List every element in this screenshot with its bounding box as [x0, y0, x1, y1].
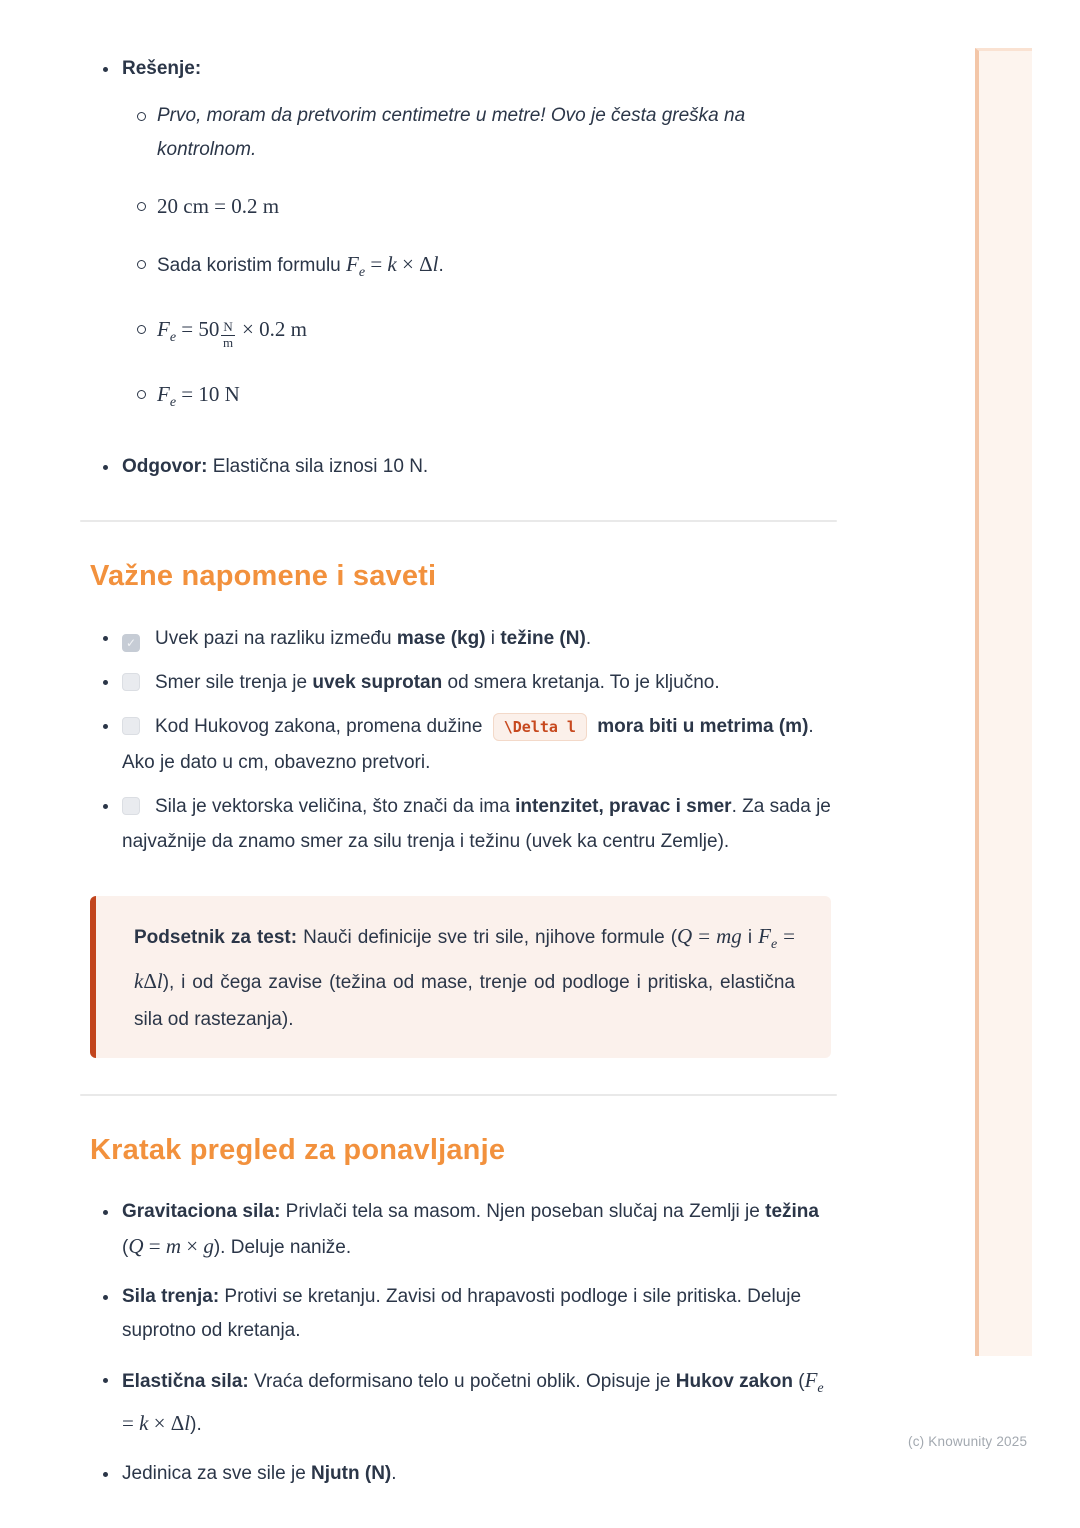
text-segment: uvek suprotan [312, 672, 443, 693]
text-segment: mora biti u metrima (m) [597, 716, 809, 737]
bullet-marker [90, 1280, 122, 1348]
bullet-marker [90, 1457, 122, 1491]
text-segment: k [139, 1411, 149, 1435]
text-segment: Njutn (N) [311, 1463, 392, 1484]
circle-marker [137, 312, 157, 355]
text-segment: = [143, 1234, 166, 1258]
text-segment: × Δ [396, 252, 433, 276]
solution-step-text [157, 189, 831, 225]
answer-text [122, 450, 831, 484]
bullet-dot-icon [103, 680, 108, 685]
text-segment: ), i od čega zavise (težina od mase, trenje od podloge i pritiska, elastična sila od rastezanja). [134, 972, 795, 1030]
bullet-dot-icon [103, 724, 108, 729]
text-segment: F [346, 252, 359, 276]
checklist-item-label [122, 796, 831, 852]
section-divider [80, 520, 837, 522]
text-segment: . [585, 628, 592, 649]
bullet-marker [90, 665, 122, 700]
text-segment: i [741, 927, 759, 948]
text-segment: Sada koristim formulu [157, 255, 347, 276]
review-item-text [122, 1280, 831, 1348]
bullet-dot-icon [103, 636, 108, 641]
solution-label: Rešenje: [122, 58, 202, 79]
text-segment: mase (kg) [396, 628, 486, 649]
circle-bullet-icon [137, 202, 146, 211]
text-segment: Gravitaciona sila: [122, 1201, 281, 1222]
solution-step-text [157, 99, 831, 167]
solution-heading-row [90, 52, 831, 86]
text-segment: Kod Hukovog zakona, promena dužine [155, 716, 488, 737]
solution-step [137, 99, 831, 167]
bullet-dot-icon [103, 1210, 108, 1215]
text-segment: i [485, 628, 501, 649]
review-item-text [122, 1363, 831, 1442]
review-item-text [122, 1195, 831, 1265]
checklist-item-label [122, 716, 814, 773]
text-segment: k [134, 969, 144, 993]
inline-code: \Delta l [493, 713, 587, 741]
circle-bullet-icon [137, 325, 146, 334]
text-segment: l [432, 252, 439, 276]
bullet-dot-icon [103, 1295, 108, 1300]
text-segment: . [438, 255, 444, 276]
circle-marker [137, 99, 157, 167]
review-section-heading: Kratak pregled za ponavljanje [90, 1134, 506, 1166]
text-segment: . [391, 1463, 397, 1484]
bullet-dot-icon [103, 465, 108, 470]
text-segment: Prvo, moram da pretvorim centimetre u metre! Ovo je česta greška na kontrolnom. [157, 105, 746, 160]
text-segment: = [777, 924, 796, 948]
text-segment: težine (N) [500, 628, 586, 649]
callout-text [134, 918, 795, 1038]
text-segment: Sila je vektorska veličina, što znači da ima [155, 796, 516, 817]
next-page-edge-stripe [975, 48, 1032, 1356]
text-segment: od smera kretanja. To je ključno. [442, 672, 720, 693]
bullet-dot-icon [103, 804, 108, 809]
text-segment: F [157, 382, 170, 406]
text-segment: = 10 N [176, 382, 240, 406]
checklist-item-label [155, 672, 720, 693]
checkbox-unchecked-icon [122, 673, 140, 691]
text-segment: Vraća deformisano telo u početni oblik. Opisuje je [248, 1371, 676, 1392]
answer-row [90, 450, 831, 484]
text-segment: Nauči definicije sve tri sile, njihove formule ( [297, 927, 678, 948]
bullet-marker [90, 709, 122, 780]
review-item-text [122, 1457, 831, 1491]
circle-marker [137, 189, 157, 225]
solution-step-text [157, 247, 831, 290]
text-segment: k [387, 252, 397, 276]
text-segment: e [770, 937, 778, 952]
text-segment: Hukov zakon [675, 1371, 793, 1392]
bullet-marker [90, 621, 122, 656]
checkbox-checked-icon [122, 634, 140, 652]
solution-steps [90, 99, 831, 420]
checkbox-unchecked-icon [122, 717, 140, 735]
text-segment: Privlači tela sa masom. Njen poseban slučaj na Zemlji je [280, 1201, 766, 1222]
text-segment: 20 cm = 0.2 m [157, 194, 280, 218]
text-segment: × Δ [148, 1411, 185, 1435]
bullet-dot-icon [103, 67, 108, 72]
review-item [90, 1280, 831, 1348]
bullet-marker [90, 52, 122, 86]
circle-bullet-icon [137, 112, 146, 121]
text-segment: . Ako je dato u cm, obavezno pretvori. [122, 716, 814, 773]
checklist-item-text [122, 789, 831, 859]
text-segment: Elastična sila: [122, 1371, 249, 1392]
page-content [90, 52, 831, 1506]
text-segment: mg [716, 924, 742, 948]
checklist-item [90, 789, 831, 859]
review-item [90, 1363, 831, 1442]
bullet-marker [90, 789, 122, 859]
text-segment: ( [122, 1237, 129, 1258]
text-segment: težina [765, 1201, 819, 1222]
checklist-item-text [122, 665, 831, 700]
text-segment: ). Deluje naniže. [213, 1237, 352, 1258]
text-segment: × 0.2 m [236, 317, 307, 341]
checklist-item-text [122, 709, 831, 780]
text-segment: Sila trenja: [122, 1286, 220, 1307]
text-segment: × [181, 1234, 204, 1258]
text-segment: = [692, 924, 717, 948]
text-segment: ( [792, 1371, 805, 1392]
text-segment: Elastična sila iznosi 10 N. [207, 456, 429, 477]
checklist-item [90, 621, 831, 656]
solution-step [137, 377, 831, 420]
text-segment: Δ [143, 969, 157, 993]
bullet-dot-icon [103, 1472, 108, 1477]
text-segment: Q [677, 924, 693, 948]
text-segment: = [122, 1411, 140, 1435]
text-segment: F [758, 924, 771, 948]
checkbox-unchecked-icon [122, 797, 140, 815]
solution-step-text [157, 312, 831, 355]
text-segment: l [156, 969, 163, 993]
circle-bullet-icon [137, 260, 146, 269]
text-segment: m [165, 1234, 182, 1258]
text-segment: = [365, 252, 388, 276]
text-segment: l [184, 1411, 191, 1435]
text-segment: g [203, 1234, 214, 1258]
bullet-marker [90, 1195, 122, 1265]
text-segment: Q [128, 1234, 144, 1258]
checklist-item-label [155, 628, 591, 649]
text-segment: Odgovor: [122, 456, 208, 477]
solution-step-text [157, 377, 831, 420]
text-segment: e [169, 330, 177, 345]
circle-bullet-icon [137, 390, 146, 399]
review-item [90, 1457, 831, 1491]
text-segment: Protivi se kretanju. Zavisi od hrapavosti podloge i sile pritiska. Deluje suprotno od kretanja. [122, 1286, 802, 1341]
bullet-dot-icon [103, 1378, 108, 1383]
solution-step [137, 312, 831, 355]
circle-marker [137, 377, 157, 420]
text-segment: Jedinica za sve sile je [122, 1463, 312, 1484]
text-segment: ). [190, 1414, 202, 1435]
bullet-marker [90, 450, 122, 484]
text-segment: Smer sile trenja je [155, 672, 313, 693]
checklist-item [90, 709, 831, 780]
text-segment: F [804, 1368, 818, 1392]
copyright-footer: (c) Knowunity 2025 [908, 1434, 1028, 1449]
text-segment: e [169, 395, 177, 410]
fraction: $\frac{N}{m}$ [223, 319, 234, 350]
text-segment: . Za sada je najvažnije da znamo smer za silu trenja i težinu (uvek ka centru Zemlje). [122, 796, 831, 852]
checklist-item [90, 665, 831, 700]
text-segment: Uvek pazi na razliku između [155, 628, 397, 649]
text-segment: F [157, 317, 170, 341]
text-segment: e [817, 1381, 824, 1396]
checklist-item-text [122, 621, 831, 656]
review-item [90, 1195, 831, 1265]
text-segment: = 50 [176, 317, 220, 341]
solution-step [137, 189, 831, 225]
test-reminder-callout [90, 896, 831, 1058]
bullet-marker [90, 1363, 122, 1442]
section-divider [80, 1094, 837, 1096]
circle-marker [137, 247, 157, 290]
solution-step [137, 247, 831, 290]
text-segment: e [358, 265, 366, 280]
text-segment: Podsetnik za test: [134, 927, 298, 948]
text-segment: intenzitet, pravac i smer [515, 796, 732, 817]
notes-section-heading: Važne napomene i saveti [90, 560, 437, 592]
